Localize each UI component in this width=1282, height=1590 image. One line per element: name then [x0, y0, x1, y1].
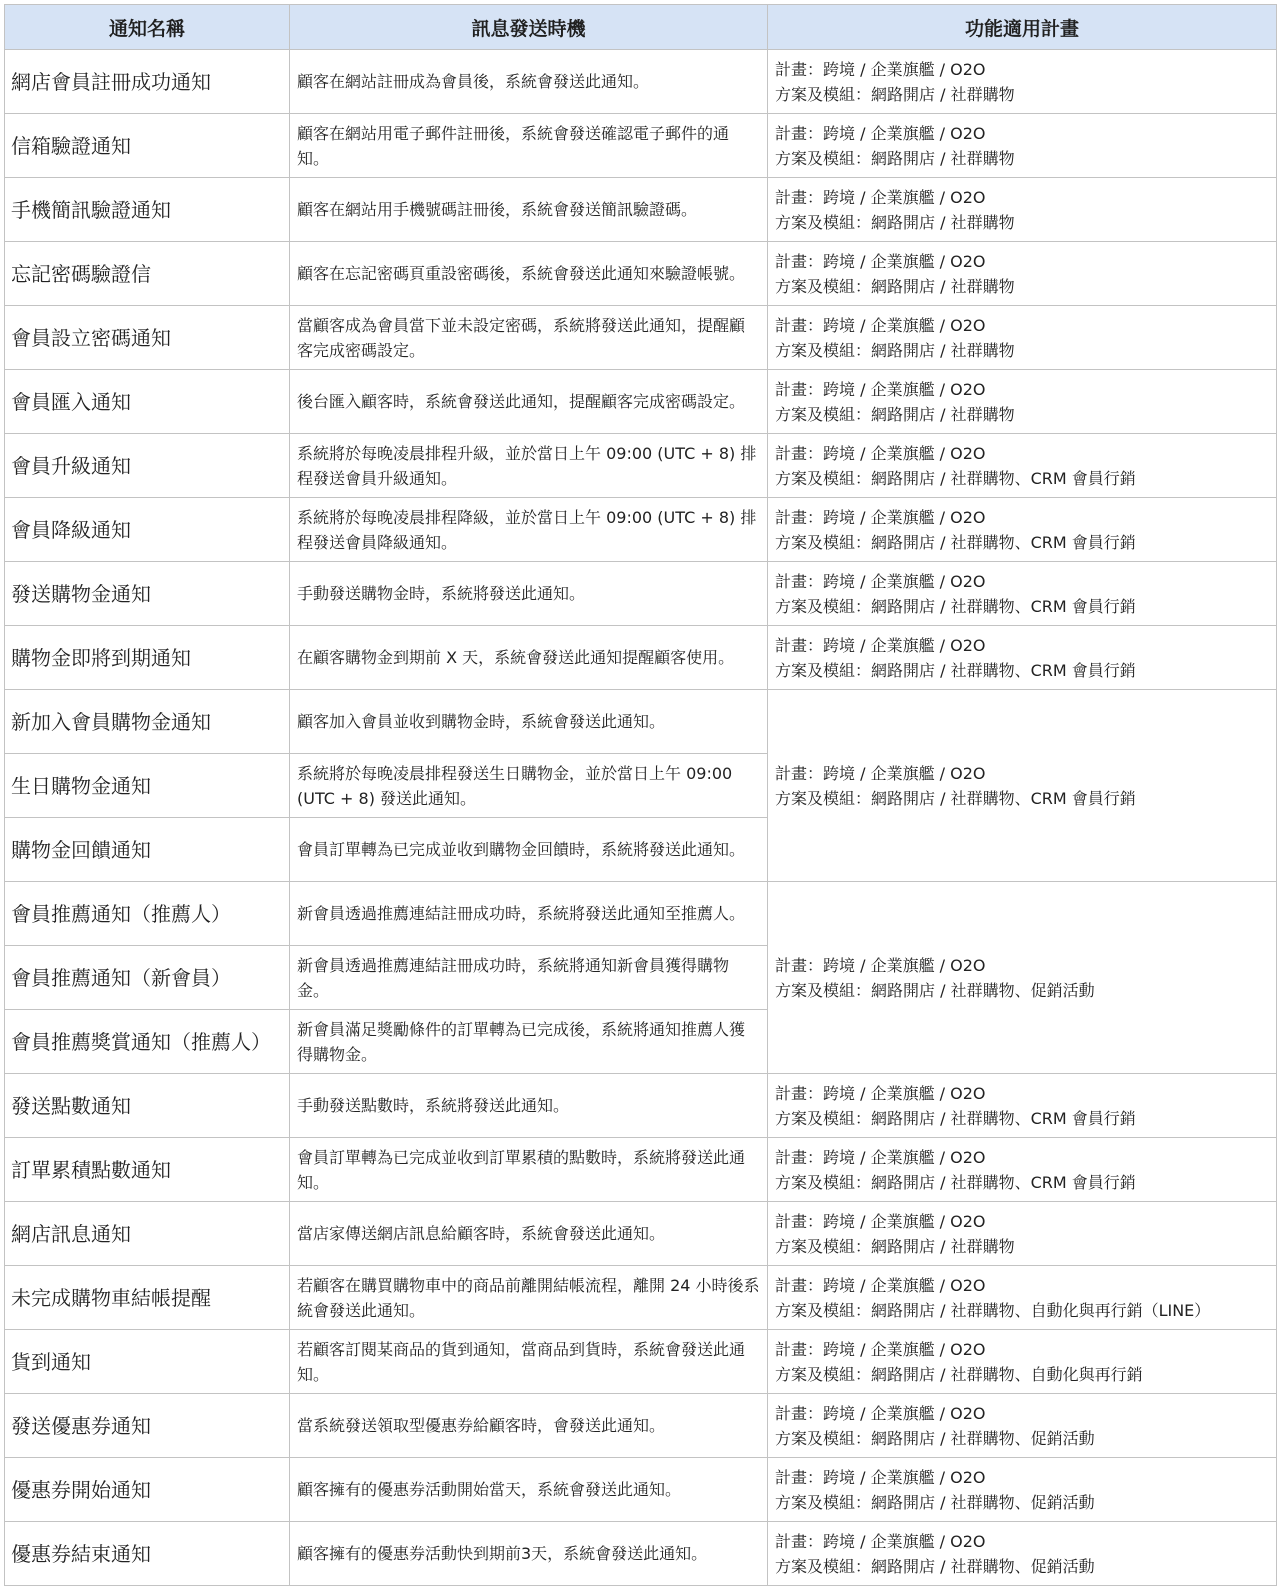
applicable-plans: [768, 1522, 1277, 1586]
notification-name: 會員降級通知: [5, 498, 290, 562]
send-timing: 顧客擁有的優惠券活動快到期前3天，系統會發送此通知。: [290, 1522, 768, 1586]
plan-line: 計畫：跨境 / 企業旗艦 / O2O: [775, 571, 986, 591]
table-row: [5, 1522, 1277, 1586]
notification-name: 網店會員註冊成功通知: [5, 50, 290, 114]
module-line: 方案及模組：網路開店 / 社群購物、自動化與再行銷: [775, 1364, 1143, 1384]
notification-name: 未完成購物車結帳提醒: [5, 1266, 290, 1330]
send-timing: 顧客在網站註冊成為會員後，系統會發送此通知。: [290, 50, 768, 114]
module-line: 方案及模組：網路開店 / 社群購物: [775, 404, 1015, 424]
plan-line: 計畫：跨境 / 企業旗艦 / O2O: [775, 1083, 986, 1103]
table-row: [5, 1330, 1277, 1394]
plan-line: 計畫：跨境 / 企業旗艦 / O2O: [775, 1531, 986, 1551]
module-line: 方案及模組：網路開店 / 社群購物: [775, 212, 1015, 232]
table-row: [5, 1394, 1277, 1458]
table-row: [5, 626, 1277, 690]
module-line: 方案及模組：網路開店 / 社群購物: [775, 1236, 1015, 1256]
send-timing: 系統將於每晚凌晨排程降級，並於當日上午 09:00 (UTC + 8) 排程發送會員降級通知。: [290, 498, 768, 562]
applicable-plans: [768, 626, 1277, 690]
notification-name: 新加入會員購物金通知: [5, 690, 290, 754]
notification-name: 會員匯入通知: [5, 370, 290, 434]
send-timing: 新會員透過推薦連結註冊成功時，系統將發送此通知至推薦人。: [290, 882, 768, 946]
table-header-row: [5, 5, 1277, 50]
notification-name: 會員推薦通知（新會員）: [5, 946, 290, 1010]
send-timing: 手動發送購物金時，系統將發送此通知。: [290, 562, 768, 626]
notification-name: 生日購物金通知: [5, 754, 290, 818]
notification-name: 訂單累積點數通知: [5, 1138, 290, 1202]
plan-line: 計畫：跨境 / 企業旗艦 / O2O: [775, 635, 986, 655]
applicable-plans: [768, 1394, 1277, 1458]
send-timing: 新會員滿足獎勵條件的訂單轉為已完成後，系統將通知推薦人獲得購物金。: [290, 1010, 768, 1074]
applicable-plans: [768, 562, 1277, 626]
table-row: [5, 1202, 1277, 1266]
table-row: [5, 1266, 1277, 1330]
table-row: [5, 1138, 1277, 1202]
send-timing: 後台匯入顧客時，系統會發送此通知，提醒顧客完成密碼設定。: [290, 370, 768, 434]
applicable-plans: [768, 114, 1277, 178]
notification-name: 會員推薦通知（推薦人）: [5, 882, 290, 946]
plan-line: 計畫：跨境 / 企業旗艦 / O2O: [775, 1147, 986, 1167]
module-line: 方案及模組：網路開店 / 社群購物: [775, 148, 1015, 168]
applicable-plans: [768, 178, 1277, 242]
plan-line: 計畫：跨境 / 企業旗艦 / O2O: [775, 59, 986, 79]
notification-name: 會員推薦獎賞通知（推薦人）: [5, 1010, 290, 1074]
notification-name: 發送點數通知: [5, 1074, 290, 1138]
applicable-plans: [768, 1138, 1277, 1202]
module-line: 方案及模組：網路開店 / 社群購物、CRM 會員行銷: [775, 596, 1136, 616]
applicable-plans: [768, 1458, 1277, 1522]
send-timing: 新會員透過推薦連結註冊成功時，系統將通知新會員獲得購物金。: [290, 946, 768, 1010]
table-row: [5, 242, 1277, 306]
send-timing: 若顧客訂閱某商品的貨到通知，當商品到貨時，系統會發送此通知。: [290, 1330, 768, 1394]
plan-line: 計畫：跨境 / 企業旗艦 / O2O: [775, 315, 986, 335]
send-timing: 手動發送點數時，系統將發送此通知。: [290, 1074, 768, 1138]
table-row: [5, 498, 1277, 562]
table-row: [5, 882, 1277, 946]
notification-name: 購物金即將到期通知: [5, 626, 290, 690]
table-row: [5, 50, 1277, 114]
module-line: 方案及模組：網路開店 / 社群購物、促銷活動: [775, 980, 1095, 1000]
send-timing: 顧客在忘記密碼頁重設密碼後，系統會發送此通知來驗證帳號。: [290, 242, 768, 306]
plan-line: 計畫：跨境 / 企業旗艦 / O2O: [775, 187, 986, 207]
applicable-plans: [768, 370, 1277, 434]
notification-name: 網店訊息通知: [5, 1202, 290, 1266]
notification-table-container: [4, 4, 1277, 1586]
notification-name: 發送購物金通知: [5, 562, 290, 626]
plan-line: 計畫：跨境 / 企業旗艦 / O2O: [775, 1211, 986, 1231]
notification-name: 購物金回饋通知: [5, 818, 290, 882]
applicable-plans: [768, 1202, 1277, 1266]
table-row: [5, 178, 1277, 242]
applicable-plans: [768, 434, 1277, 498]
notification-name: 發送優惠券通知: [5, 1394, 290, 1458]
module-line: 方案及模組：網路開店 / 社群購物、CRM 會員行銷: [775, 788, 1136, 808]
send-timing: 當店家傳送網店訊息給顧客時，系統會發送此通知。: [290, 1202, 768, 1266]
table-row: [5, 114, 1277, 178]
module-line: 方案及模組：網路開店 / 社群購物、促銷活動: [775, 1556, 1095, 1576]
module-line: 方案及模組：網路開店 / 社群購物、CRM 會員行銷: [775, 1172, 1136, 1192]
notification-name: 優惠券開始通知: [5, 1458, 290, 1522]
send-timing: 當系統發送領取型優惠券給顧客時，會發送此通知。: [290, 1394, 768, 1458]
table-row: [5, 690, 1277, 754]
table-row: [5, 434, 1277, 498]
applicable-plans: [768, 498, 1277, 562]
module-line: 方案及模組：網路開店 / 社群購物: [775, 340, 1015, 360]
applicable-plans: [768, 50, 1277, 114]
send-timing: 顧客加入會員並收到購物金時，系統會發送此通知。: [290, 690, 768, 754]
plan-line: 計畫：跨境 / 企業旗艦 / O2O: [775, 123, 986, 143]
send-timing: 在顧客購物金到期前 X 天，系統會發送此通知提醒顧客使用。: [290, 626, 768, 690]
notification-name: 優惠券結束通知: [5, 1522, 290, 1586]
plan-line: 計畫：跨境 / 企業旗艦 / O2O: [775, 1467, 986, 1487]
module-line: 方案及模組：網路開店 / 社群購物: [775, 276, 1015, 296]
table-row: [5, 562, 1277, 626]
module-line: 方案及模組：網路開店 / 社群購物、促銷活動: [775, 1492, 1095, 1512]
module-line: 方案及模組：網路開店 / 社群購物、CRM 會員行銷: [775, 468, 1136, 488]
plan-line: 計畫：跨境 / 企業旗艦 / O2O: [775, 1275, 986, 1295]
plan-line: 計畫：跨境 / 企業旗艦 / O2O: [775, 763, 986, 783]
send-timing: 顧客在網站用電子郵件註冊後，系統會發送確認電子郵件的通知。: [290, 114, 768, 178]
module-line: 方案及模組：網路開店 / 社群購物、CRM 會員行銷: [775, 660, 1136, 680]
applicable-plans: [768, 690, 1277, 882]
plan-line: 計畫：跨境 / 企業旗艦 / O2O: [775, 1339, 986, 1359]
applicable-plans: [768, 1330, 1277, 1394]
module-line: 方案及模組：網路開店 / 社群購物、促銷活動: [775, 1428, 1095, 1448]
notification-name: 手機簡訊驗證通知: [5, 178, 290, 242]
send-timing: 會員訂單轉為已完成並收到訂單累積的點數時，系統將發送此通知。: [290, 1138, 768, 1202]
notification-name: 會員設立密碼通知: [5, 306, 290, 370]
send-timing: 會員訂單轉為已完成並收到購物金回饋時，系統將發送此通知。: [290, 818, 768, 882]
header-applicable-plans: 功能適用計畫: [768, 5, 1277, 50]
module-line: 方案及模組：網路開店 / 社群購物、CRM 會員行銷: [775, 532, 1136, 552]
applicable-plans: [768, 1074, 1277, 1138]
table-row: [5, 306, 1277, 370]
plan-line: 計畫：跨境 / 企業旗艦 / O2O: [775, 955, 986, 975]
send-timing: 當顧客成為會員當下並未設定密碼，系統將發送此通知，提醒顧客完成密碼設定。: [290, 306, 768, 370]
plan-line: 計畫：跨境 / 企業旗艦 / O2O: [775, 507, 986, 527]
send-timing: 若顧客在購買購物車中的商品前離開結帳流程，離開 24 小時後系統會發送此通知。: [290, 1266, 768, 1330]
notification-table: [4, 4, 1277, 1586]
plan-line: 計畫：跨境 / 企業旗艦 / O2O: [775, 379, 986, 399]
applicable-plans: [768, 306, 1277, 370]
plan-line: 計畫：跨境 / 企業旗艦 / O2O: [775, 1403, 986, 1423]
plan-line: 計畫：跨境 / 企業旗艦 / O2O: [775, 443, 986, 463]
module-line: 方案及模組：網路開店 / 社群購物: [775, 84, 1015, 104]
notification-name: 會員升級通知: [5, 434, 290, 498]
header-notification-name: 通知名稱: [5, 5, 290, 50]
table-row: [5, 1458, 1277, 1522]
notification-name: 貨到通知: [5, 1330, 290, 1394]
table-row: [5, 370, 1277, 434]
notification-name: 忘記密碼驗證信: [5, 242, 290, 306]
send-timing: 系統將於每晚凌晨排程發送生日購物金，並於當日上午 09:00 (UTC + 8) 發送此通知。: [290, 754, 768, 818]
module-line: 方案及模組：網路開店 / 社群購物、CRM 會員行銷: [775, 1108, 1136, 1128]
applicable-plans: [768, 1266, 1277, 1330]
header-send-timing: 訊息發送時機: [290, 5, 768, 50]
module-line: 方案及模組：網路開店 / 社群購物、自動化與再行銷（LINE）: [775, 1300, 1211, 1320]
notification-name: 信箱驗證通知: [5, 114, 290, 178]
table-row: [5, 1074, 1277, 1138]
send-timing: 顧客擁有的優惠券活動開始當天，系統會發送此通知。: [290, 1458, 768, 1522]
send-timing: 顧客在網站用手機號碼註冊後，系統會發送簡訊驗證碼。: [290, 178, 768, 242]
applicable-plans: [768, 882, 1277, 1074]
plan-line: 計畫：跨境 / 企業旗艦 / O2O: [775, 251, 986, 271]
send-timing: 系統將於每晚凌晨排程升級，並於當日上午 09:00 (UTC + 8) 排程發送會員升級通知。: [290, 434, 768, 498]
applicable-plans: [768, 242, 1277, 306]
